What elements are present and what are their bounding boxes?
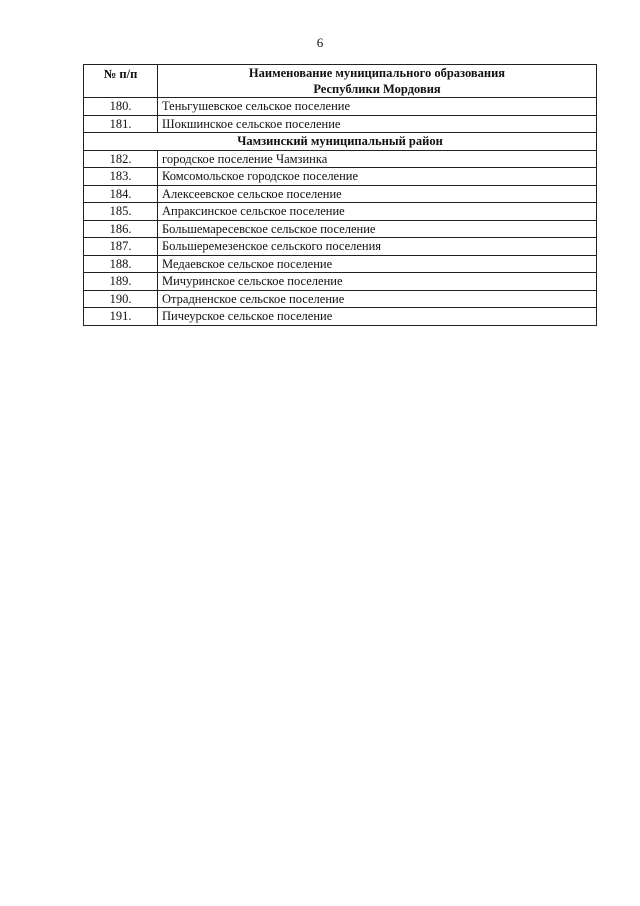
row-number: 189.	[84, 273, 158, 291]
table-row	[84, 115, 597, 133]
row-name: Алексеевское сельское поселение	[158, 185, 597, 203]
row-number: 183.	[84, 168, 158, 186]
column-header-name	[158, 65, 597, 98]
table-row	[84, 290, 597, 308]
table-row	[84, 150, 597, 168]
column-header-number: № п/п	[84, 65, 158, 98]
row-name: Медаевское сельское поселение	[158, 255, 597, 273]
row-name: Мичуринское сельское поселение	[158, 273, 597, 291]
row-number: 185.	[84, 203, 158, 221]
row-number: 186.	[84, 220, 158, 238]
table-header-row	[84, 65, 597, 98]
row-name: Шокшинское сельское поселение	[158, 115, 597, 133]
table-row	[84, 273, 597, 291]
row-name: Теньгушевское сельское поселение	[158, 98, 597, 116]
table-row	[84, 238, 597, 256]
row-name: Комсомольское городское поселение	[158, 168, 597, 186]
row-number: 190.	[84, 290, 158, 308]
table-row	[84, 220, 597, 238]
municipality-table	[83, 64, 597, 326]
table-row	[84, 185, 597, 203]
table-row	[84, 168, 597, 186]
page-number: 6	[316, 35, 324, 50]
row-name: Отрадненское сельское поселение	[158, 290, 597, 308]
section-title: Чамзинский муниципальный район	[84, 133, 597, 151]
section-row	[84, 133, 597, 151]
row-name: Апраксинское сельское поселение	[158, 203, 597, 221]
column-header-name-line2: Республики Мордовия	[313, 82, 441, 96]
column-header-name-line1: Наименование муниципального образования	[248, 66, 506, 80]
row-name: Большеремезенское сельского поселения	[158, 238, 597, 256]
table-row	[84, 255, 597, 273]
row-name: Пичеурское сельское поселение	[158, 308, 597, 326]
row-name: городское поселение Чамзинка	[158, 150, 597, 168]
row-number: 184.	[84, 185, 158, 203]
row-number: 188.	[84, 255, 158, 273]
row-number: 182.	[84, 150, 158, 168]
row-number: 191.	[84, 308, 158, 326]
table-row	[84, 308, 597, 326]
row-number: 187.	[84, 238, 158, 256]
row-number: 181.	[84, 115, 158, 133]
table-row	[84, 203, 597, 221]
table-row	[84, 98, 597, 116]
row-number: 180.	[84, 98, 158, 116]
row-name: Большемаресевское сельское поселение	[158, 220, 597, 238]
